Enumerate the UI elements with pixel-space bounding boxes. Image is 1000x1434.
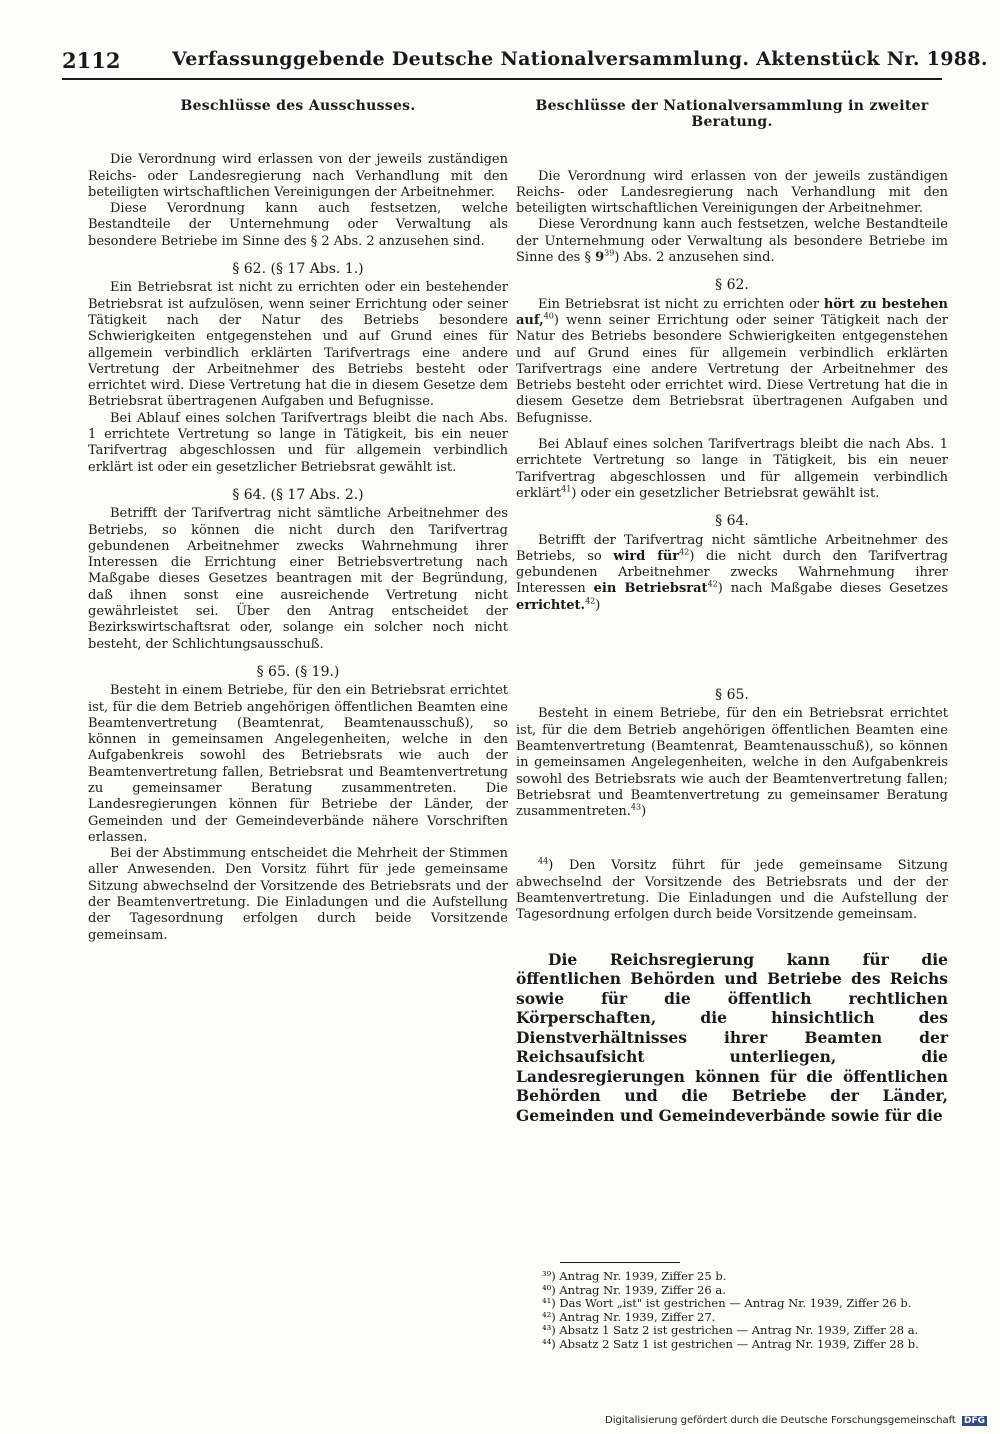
footnote-ref: 42 (585, 596, 596, 606)
footnote-44: ⁴⁴) Absatz 2 Satz 1 ist gestrichen — Antrag Nr. 1939, Ziffer 28 b. (542, 1336, 919, 1351)
right-paragraph-3: Ein Betriebsrat ist nicht zu errichten oder hört zu bestehen auf,$^{40}$) wenn seiner Errichtung oder seiner Tätigkeit nach der Natur des Betriebs besondere Schwierigkeiten entgegenstehen und auf Grund eines für allgemein verbindlich erklärten Tarifvertrags eine andere Vertretung der Arbeitnehmer des Betriebs besteht oder errichtet wird. Diese Vertretung hat die in diesem Gesetze dem Betriebsrat übertragenen Aufgaben und Befugnisse. (516, 296, 948, 426)
changed-text: errichtet. (516, 597, 586, 613)
left-paragraph-7: Bei der Abstimmung entscheidet die Mehrheit der Stimmen aller Anwesenden. Den Vorsitz führt für jede gemeinsame Sitzung abwechselnd der Vorsitzende des Betriebsrats und der der Beamtenvertretung. Die Einladungen und die Aufstellung der Tagesordnung erfolgen durch beide Vorsitzende gemeinsam. (88, 846, 508, 943)
right-paragraph-2: Diese Verordnung kann auch festsetzen, welche Bestandteile der Unternehmung oder Verwaltung als besondere Betriebe im Sinne des § $9^{39}$) Abs. 2 anzusehen sind. (516, 217, 948, 266)
left-column (88, 96, 508, 944)
right-paragraph-6: Besteht in einem Betriebe, für den ein Betriebsrat errichtet ist, für die dem Betrieb angehörigen öffentlichen Beamten eine Beamtenvertretung (Beamtenrat, Beamtenausschuß), so können in gemeinsamen Angelegenheiten, welche in den Aufgabenkreis sowohl des Betriebsrats wie auch der Beamtenvertretung fallen; Betriebsrat und Beamtenvertretung zu gemeinsamer Beratung zusammentreten.$^{43}$) (516, 706, 948, 820)
left-section-62: § 62. (§ 17 Abs. 1.) (232, 261, 364, 278)
footnote-ref: 40 (543, 311, 554, 321)
right-section-65: § 65. (715, 687, 749, 704)
footnote-ref: 42 (679, 547, 690, 557)
footnote-41: ⁴¹) Das Wort „ist" ist gestrichen — Antrag Nr. 1939, Ziffer 26 b. (542, 1296, 912, 1311)
digitization-credit (605, 1415, 987, 1426)
footnote-39: ³⁹) Antrag Nr. 1939, Ziffer 25 b. (542, 1269, 727, 1283)
left-paragraph-3: Ein Betriebsrat ist nicht zu errichten oder ein bestehender Betriebsrat ist aufzulösen, wenn seiner Errichtung oder seiner Tätigkeit nach der Natur des Betriebs besondere Schwierigkeiten entgegenstehen und auf Grund eines für allgemein verbindlich erklärten Tarifvertrags eine andere Vertretung der Arbeitnehmer des Betriebs besteht oder errichtet wird. Diese Vertretung hat die in diesem Gesetze dem Betriebsrat übertragenen Aufgaben und Befugnisse. (88, 280, 508, 410)
dfg-logo: DFG (964, 1416, 986, 1426)
right-paragraph-5: Betrifft der Tarifvertrag nicht sämtliche Arbeitnehmer des Betriebs, so wird für$^{42}$) die nicht durch den Tarifvertrag gebundenen Arbeitnehmer zwecks Wahrnehmung ihrer Interessen ein Betriebsrat$^{42}$) nach Maßgabe dieses Gesetzes errichtet.$^{42}$) (516, 532, 948, 613)
left-section-65: § 65. (§ 19.) (256, 663, 340, 680)
footnote-rule (560, 1262, 680, 1263)
credit-text: Digitalisierung gefördert durch die Deutsche Forschungsgemeinschaft (605, 1415, 956, 1426)
left-paragraph-5: Betrifft der Tarifvertrag nicht sämtliche Arbeitnehmer des Betriebs, so können die nicht durch den Tarifvertrag gebundenen Arbeitnehmer zwecks Wahrnehmung ihrer Interessen die Errichtung einer Betriebsvertretung nach Maßgabe dieses Gesetzes beantragen mit der Begründung, daß ihnen sonst eine ausreichende Vertretung nicht gewährleistet sei. Über den Antrag entscheidet der Bezirkswirtschaftsrat oder, solange ein solcher noch nicht besteht, der Schlichtungsausschuß. (88, 506, 508, 652)
right-paragraph-4: Bei Ablauf eines solchen Tarifvertrags bleibt die nach Abs. 1 errichtete Vertretung so lange in Tätigkeit, bis ein neuer Tarifvertrag abgeschlossen und für allgemein verbindlich erklärt$^{41}$) oder ein gesetzlicher Betriebsrat gewählt ist. (516, 437, 948, 501)
changed-text: 9 (595, 250, 605, 266)
page-header (62, 40, 988, 80)
left-paragraph-1: Die Verordnung wird erlassen von der jeweils zuständigen Reichs- oder Landesregierung nach Verhandlung mit den beteiligten wirtschaftlichen Vereinigungen der Arbeitnehmer. (88, 152, 508, 200)
changed-text: ein Betriebsrat (593, 581, 708, 597)
right-paragraph-8: Die Reichsregierung kann für die öffentlichen Behörden und Betriebe des Reichs sowie für die öffentlich rechtlichen Körperschaften, die hinsichtlich des Dienstverhältnisses ihrer Beamten der Reichsaufsicht unterliegen, die Landesregierungen können für die öffentlichen Behörden und die Betriebe der Länder, Gemeinden und Gemeindeverbände sowie für die (516, 949, 948, 1125)
left-paragraph-2: Diese Verordnung kann auch festsetzen, welche Bestandteile der Unternehmung oder Verwaltung als besondere Betriebe im Sinne des § 2 Abs. 2 anzusehen sind. (88, 201, 508, 249)
changed-text: wird für (613, 548, 680, 564)
footnote-ref: 39 (604, 248, 615, 258)
right-column-heading: Beschlüsse der Nationalversammlung in zweiter Beratung. (535, 98, 929, 131)
right-column (516, 96, 948, 1125)
footnote-ref: 42 (707, 580, 718, 590)
right-section-64: § 64. (715, 513, 749, 530)
footnote-ref: 41 (561, 484, 572, 494)
right-section-62: § 62. (715, 277, 749, 294)
left-paragraph-6: Besteht in einem Betriebe, für den ein Betriebsrat errichtet ist, für die dem Betrieb angehörigen öffentlichen Beamten eine Beamtenvertretung (Beamtenrat, Beamtenausschuß), so können in gemeinsamen Angelegenheiten, welche in den Aufgabenkreis sowohl des Betriebsrats wie auch der Beamtenvertretung fallen, Betriebsrat und Beamtenvertretung zu gemeinsamer Beratung zusammentreten. Die Landesregierungen können für Betriebe der Länder, der Gemeinden und der Gemeindeverbände nähere Vorschriften erlassen. (88, 683, 508, 845)
changed-text: hört zu bestehen auf, (516, 296, 948, 328)
footnote-42: ⁴²) Antrag Nr. 1939, Ziffer 27. (542, 1309, 716, 1324)
running-title: Verfassunggebende Deutsche Nationalversammlung. Aktenstück Nr. 1988. (172, 48, 988, 70)
footnote-ref: 43 (630, 802, 642, 812)
footnote-40: ⁴⁰) Antrag Nr. 1939, Ziffer 26 a. (542, 1282, 726, 1297)
right-paragraph-7: $^{44}$) Den Vorsitz führt für jede gemeinsame Sitzung abwechselnd der Vorsitzende des Betriebsrats und der der Beamtenvertretung. Die Einladungen und die Aufstellung der Tagesordnung erfolgen durch beide Vorsitzende gemeinsam. (516, 857, 948, 923)
page-number: 2112 (62, 48, 121, 73)
footnote-43: ⁴³) Absatz 1 Satz 2 ist gestrichen — Antrag Nr. 1939, Ziffer 28 a. (542, 1323, 919, 1338)
right-paragraph-1: Die Verordnung wird erlassen von der jeweils zuständigen Reichs- oder Landesregierung nach Verhandlung mit den beteiligten wirtschaftlichen Vereinigungen der Arbeitnehmer. (516, 168, 948, 217)
footnotes (516, 1270, 948, 1352)
left-section-64: § 64. (§ 17 Abs. 2.) (232, 486, 364, 503)
left-column-heading: Beschlüsse des Ausschusses. (180, 98, 416, 114)
footnote-ref: 44 (538, 857, 549, 867)
left-paragraph-4: Bei Ablauf eines solchen Tarifvertrags bleibt die nach Abs. 1 errichtete Vertretung so lange in Tätigkeit, bis ein neuer Tarifvertrag abgeschlossen und für allgemein verbindlich erklärt ist oder ein gesetzlicher Betriebsrat gewählt ist. (88, 410, 508, 475)
